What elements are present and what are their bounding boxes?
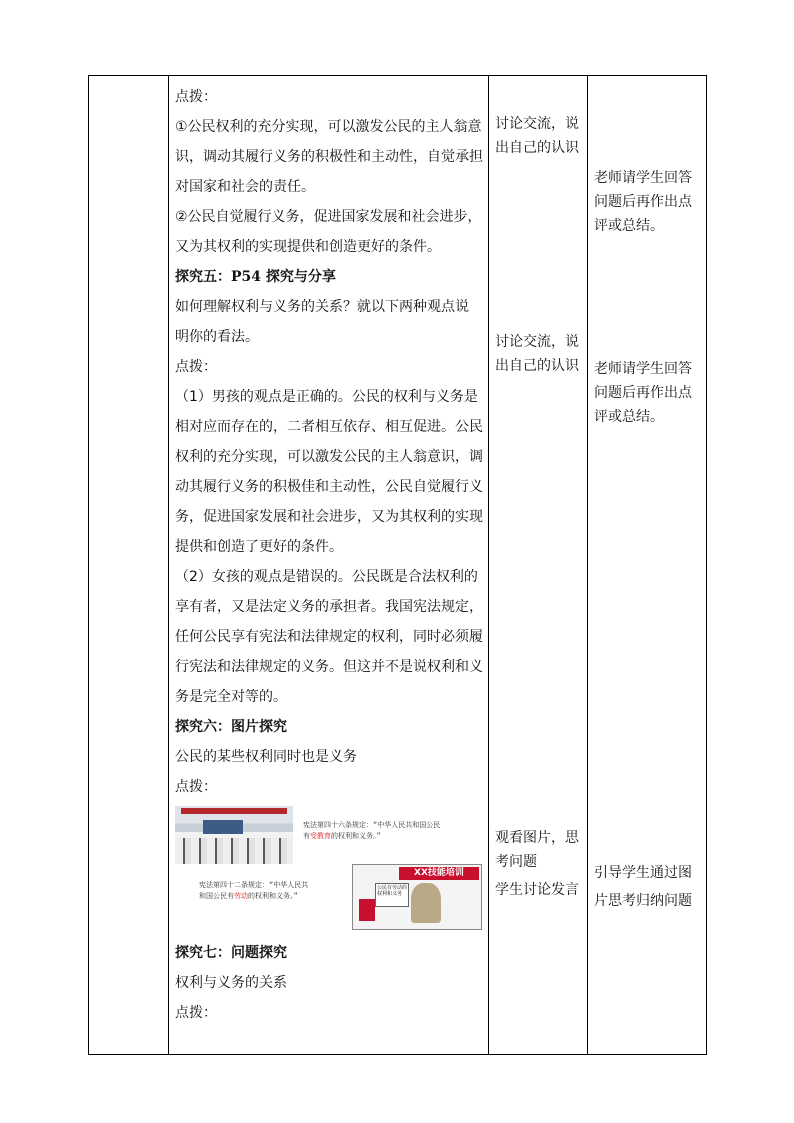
column-divider [488, 76, 489, 1054]
content-line: ①公民权利的充分实现，可以激发公民的主人翁意 [175, 119, 482, 135]
intent-block-a: 老师请学生回答 问题后再作出点 评或总结。 [594, 170, 692, 234]
intent-block-c: 引导学生通过图 片思考归纳问题 [594, 865, 692, 909]
caption-education: 宪法第四十六条规定：“中华人民共和国公民 有受教育的权利和义务。” [303, 821, 441, 840]
content-line: 务是完全对等的。 [175, 689, 287, 705]
section-heading: 探究六：图片探究 [175, 719, 287, 735]
training-sign: XX技能培训 [399, 867, 479, 880]
content-line: 务，促进国家发展和社会进步，又为其权利的实现 [175, 509, 483, 525]
illustration-figure [175, 806, 485, 932]
teaching-content-cell [169, 76, 488, 1028]
labor-cartoon [352, 864, 482, 930]
content-line: 公民的某些权利同时也是义务 [175, 749, 357, 765]
content-line: 提供和创造了更好的条件。 [175, 539, 343, 555]
content-line: （2）女孩的观点是错误的。公民既是合法权利的 [175, 569, 478, 585]
content-line: 享有者，又是法定义务的承担者。我国宪法规定， [175, 599, 483, 615]
notice-paper: 公民有劳动的权利和义务 [375, 883, 409, 907]
constitution-book-icon [359, 899, 375, 921]
lesson-table [88, 75, 707, 1055]
activity-block-a: 讨论交流，说 出自己的认识 [495, 116, 579, 156]
content-lines-bottom [175, 938, 488, 1028]
section-heading: 探究五：P54 探究与分享 [175, 269, 336, 285]
content-line: 动其履行义务的积极佳和主动性，公民自觉履行义 [175, 479, 483, 495]
content-lines-top [175, 82, 488, 802]
content-line: 如何理解权利与义务的关系？就以下两种观点说 [175, 299, 469, 315]
content-line: （1）男孩的观点是正确的。公民的权利与义务是 [175, 389, 478, 405]
content-line: 又为其权利的实现提供和创造更好的条件。 [175, 239, 441, 255]
content-line: 点拨： [175, 1005, 217, 1021]
content-line: 识，调动其履行义务的积极性和主动性，自觉承担 [175, 149, 483, 165]
content-line: 点拨： [175, 89, 217, 105]
activity-block-c: 观看图片，思 考问题 学生讨论发言 [495, 830, 579, 898]
content-line: 对国家和社会的责任。 [175, 179, 315, 195]
content-line: 权利的充分实现，可以激发公民的主人翁意识，调 [175, 449, 483, 465]
column-divider [587, 76, 588, 1054]
content-line: 明你的看法。 [175, 329, 259, 345]
activity-block-b: 讨论交流，说 出自己的认识 [495, 334, 579, 374]
content-line: 权利与义务的关系 [175, 975, 287, 991]
content-line: 相对应而存在的，二者相互依存、相互促进。公民 [175, 419, 483, 435]
section-heading: 探究七：问题探究 [175, 945, 287, 961]
caption-labor: 宪法第四十二条规定：“中华人民共 和国公民有劳动的权利和义务。” [199, 881, 309, 900]
content-line: 行宪法和法律规定的义务。但这并不是说权利和义 [175, 659, 483, 675]
intent-block-b: 老师请学生回答 问题后再作出点 评或总结。 [594, 361, 692, 425]
content-line: ②公民自觉履行义务，促进国家发展和社会进步， [175, 209, 482, 225]
worker-figure [411, 883, 441, 923]
content-line: 任何公民享有宪法和法律规定的权利，同时必须履 [175, 629, 483, 645]
classroom-photo [175, 806, 293, 864]
content-line: 点拨： [175, 359, 217, 375]
content-line: 点拨： [175, 779, 217, 795]
